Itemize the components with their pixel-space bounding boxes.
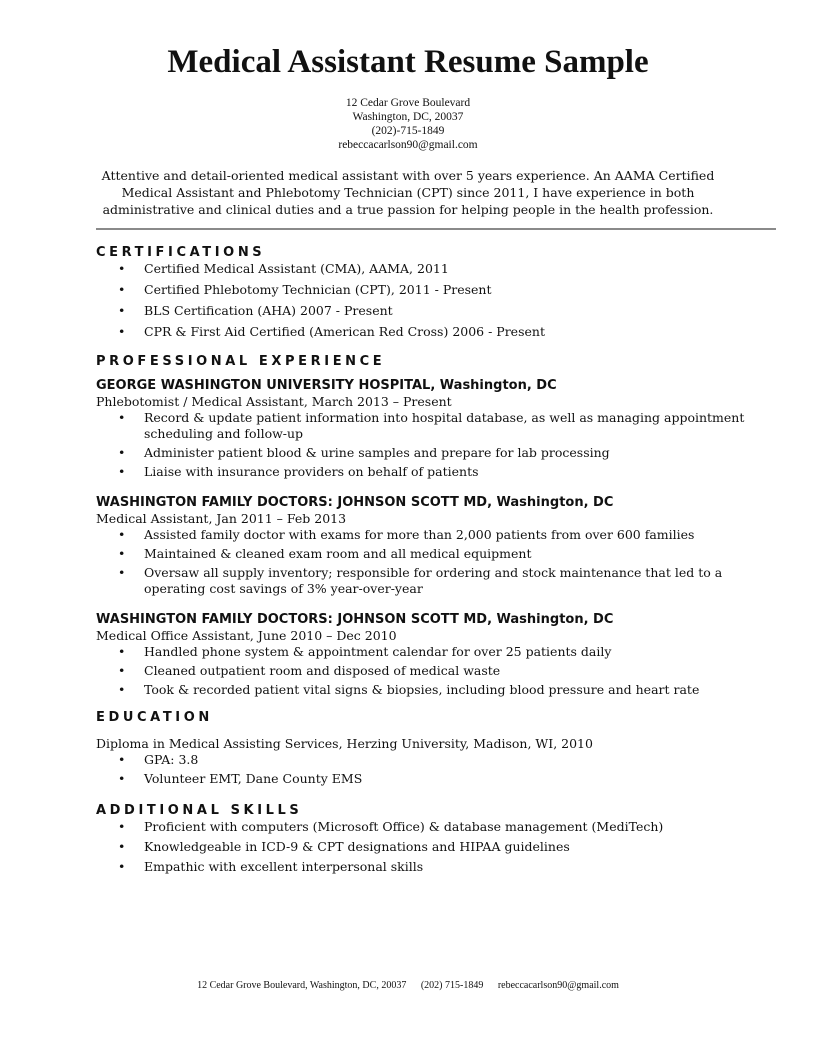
list-item: • GPA: 3.8 <box>96 752 776 768</box>
job-employer: GEORGE WASHINGTON UNIVERSITY HOSPITAL, Washington, DC <box>96 378 557 393</box>
list-item: • Administer patient blood & urine samples and prepare for lab processing <box>96 445 776 461</box>
list-item: • Certified Phlebotomy Technician (CPT), 2011 - Present <box>96 282 776 298</box>
list-item: • Assisted family doctor with exams for more than 2,000 patients from over 600 families <box>96 527 776 543</box>
header-divider <box>96 228 776 230</box>
resume-body <box>96 245 776 879</box>
skills-heading: ADDITIONAL SKILLS <box>96 803 303 818</box>
list-item: • Took & recorded patient vital signs & biopsies, including blood pressure and heart rate <box>96 682 776 698</box>
skills-list <box>96 819 776 875</box>
certifications-heading: CERTIFICATIONS <box>96 245 266 260</box>
job-role: Medical Office Assistant, June 2010 – Dec 2010 <box>96 628 397 643</box>
list-item: • Cleaned outpatient room and disposed of medical waste <box>96 663 776 679</box>
job-entry <box>96 612 776 698</box>
job-duties <box>96 410 776 480</box>
contact-city: Washington, DC, 20037 <box>352 111 464 123</box>
footer-phone: (202) 715-1849 <box>420 980 484 991</box>
list-item: • Certified Medical Assistant (CMA), AAMA, 2011 <box>96 261 776 277</box>
resume-title: Medical Assistant Resume Sample <box>167 44 649 80</box>
contact-street: 12 Cedar Grove Boulevard <box>345 97 471 109</box>
job-duties <box>96 644 776 698</box>
contact-email: rebeccacarlson90@gmail.com <box>338 139 478 151</box>
contact-block <box>0 96 816 152</box>
list-item: • BLS Certification (AHA) 2007 - Present <box>96 303 776 319</box>
summary-paragraph: Attentive and detail-oriented medical assistant with over 5 years experience. An AAMA Certified Medical Assistant and Phlebotomy Technician (CPT) since 2011, I have experience in both administrative and clinical duties and a true passion for helping people in the health profession. <box>101 168 715 217</box>
job-employer: WASHINGTON FAMILY DOCTORS: JOHNSON SCOTT MD, Washington, DC <box>96 612 614 627</box>
job-employer: WASHINGTON FAMILY DOCTORS: JOHNSON SCOTT MD, Washington, DC <box>96 495 614 510</box>
list-item: • Empathic with excellent interpersonal skills <box>96 859 776 875</box>
page-footer <box>0 980 816 991</box>
list-item: • Volunteer EMT, Dane County EMS <box>96 771 776 787</box>
job-entry <box>96 495 776 597</box>
education-heading: EDUCATION <box>96 710 213 725</box>
footer-address: 12 Cedar Grove Boulevard, Washington, DC, 20037 <box>197 980 407 991</box>
experience-heading: PROFESSIONAL EXPERIENCE <box>96 354 386 369</box>
list-item: • Proficient with computers (Microsoft Office) & database management (MediTech) <box>96 819 776 835</box>
footer-email: rebeccacarlson90@gmail.com <box>497 980 619 991</box>
list-item: • Record & update patient information into hospital database, as well as managing appointment scheduling and follow-up <box>96 410 776 442</box>
list-item: • Knowledgeable in ICD-9 & CPT designations and HIPAA guidelines <box>96 839 776 855</box>
job-role: Medical Assistant, Jan 2011 – Feb 2013 <box>96 511 347 526</box>
list-item: • Handled phone system & appointment calendar for over 25 patients daily <box>96 644 776 660</box>
job-duties <box>96 527 776 597</box>
job-entry <box>96 378 776 480</box>
list-item: • Maintained & cleaned exam room and all medical equipment <box>96 546 776 562</box>
certifications-list <box>96 261 776 340</box>
list-item: • Liaise with insurance providers on behalf of patients <box>96 464 776 480</box>
contact-phone: (202)-715-1849 <box>371 125 445 137</box>
job-role: Phlebotomist / Medical Assistant, March 2013 – Present <box>96 394 452 409</box>
education-list <box>96 752 776 787</box>
education-degree: Diploma in Medical Assisting Services, Herzing University, Madison, WI, 2010 <box>96 736 593 751</box>
list-item: • Oversaw all supply inventory; responsible for ordering and stock maintenance that led to a operating cost savings of 3% year-over-year <box>96 565 776 597</box>
list-item: • CPR & First Aid Certified (American Red Cross) 2006 - Present <box>96 324 776 340</box>
